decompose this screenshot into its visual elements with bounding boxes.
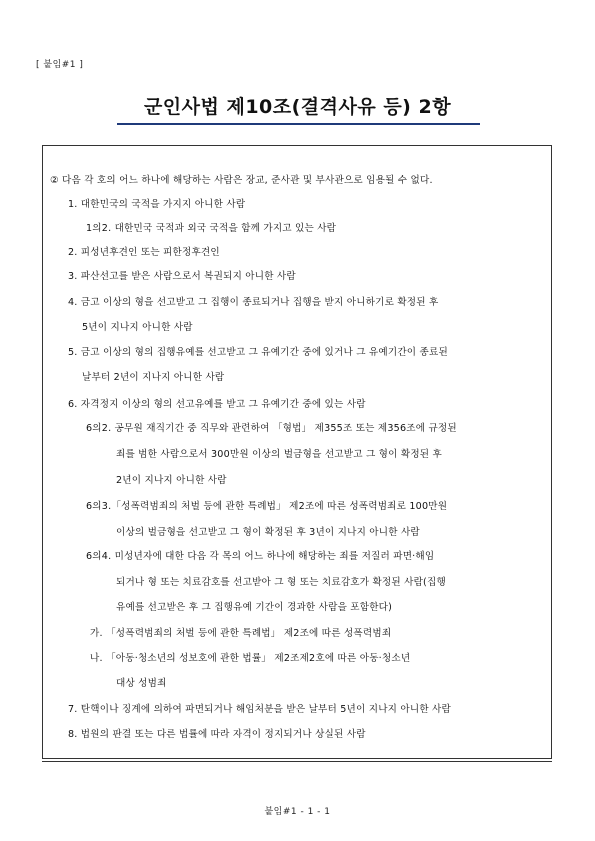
item-1: 1. 대한민국의 국적을 가지지 아니한 사람 <box>68 199 246 210</box>
item-6-4-cont-2: 유예를 선고받은 후 그 집행유예 기간이 경과한 사람을 포함한다) <box>116 602 393 613</box>
item-1-2: 1의2. 대한민국 국적과 외국 국적을 함께 가지고 있는 사람 <box>86 223 337 234</box>
sub-item-na-cont: 대상 성범죄 <box>116 678 167 689</box>
item-6-3: 6의3.「성폭력범죄의 처벌 등에 관한 특례법」 제2조에 따른 성폭력범죄로 100만원 <box>86 501 448 512</box>
item-6-2-cont-2: 2년이 지나지 아니한 사람 <box>116 475 227 486</box>
clause-intro: ② 다음 각 호의 어느 하나에 해당하는 사람은 장교, 준사관 및 부사관으로 임용될 수 없다. <box>50 175 433 186</box>
page-number: 붙임#1 - 1 - 1 <box>264 807 331 817</box>
item-6-2-cont-1: 죄를 범한 사람으로서 300만원 이상의 벌금형을 선고받고 그 형이 확정된 후 <box>116 449 442 460</box>
item-6-4-cont-1: 되거나 형 또는 치료감호를 선고받아 그 형 또는 치료감호가 확정된 사람(집행 <box>116 577 446 588</box>
item-6-2: 6의2. 공무원 재직기간 중 직무와 관련하여 「형법」 제355조 또는 제356조에 규정된 <box>86 423 457 434</box>
item-4: 4. 금고 이상의 형을 선고받고 그 집행이 종료되거나 집행을 받지 아니하기로 확정된 후 <box>68 297 439 308</box>
item-8: 8. 법원의 판결 또는 다른 법률에 따라 자격이 정지되거나 상실된 사람 <box>68 729 366 740</box>
item-5-cont: 날부터 2년이 지나지 아니한 사람 <box>82 372 225 383</box>
item-2: 2. 피성년후견인 또는 피한정후견인 <box>68 247 220 258</box>
item-6-3-cont: 이상의 벌금형을 선고받고 그 형이 확정된 후 3년이 지나지 아니한 사람 <box>116 527 420 538</box>
item-7: 7. 탄핵이나 징계에 의하여 파면되거나 해임처분을 받은 날부터 5년이 지나지 아니한 사람 <box>68 704 451 715</box>
sub-item-na: 나. 「아동·청소년의 성보호에 관한 법률」 제2조제2호에 따른 아동·청소년 <box>90 653 411 664</box>
item-4-cont: 5년이 지나지 아니한 사람 <box>82 322 193 333</box>
item-6: 6. 자격정지 이상의 형의 선고유예를 받고 그 유예기간 중에 있는 사람 <box>68 399 366 410</box>
item-6-4: 6의4. 미성년자에 대한 다음 각 목의 어느 하나에 해당하는 죄를 저질러 파면·해임 <box>86 551 435 562</box>
item-3: 3. 파산선고를 받은 사람으로서 복권되지 아니한 사람 <box>68 271 296 282</box>
attachment-tag: [ 붙임#1 ] <box>36 60 84 70</box>
title-underline <box>117 123 480 125</box>
item-5: 5. 금고 이상의 형의 집행유예를 선고받고 그 유예기간 중에 있거나 그 유예기간이 종료된 <box>68 347 448 358</box>
sub-item-ga: 가. 「성폭력범죄의 처벌 등에 관한 특례법」 제2조에 따른 성폭력범죄 <box>90 628 392 639</box>
document-title: 군인사법 제10조(결격사유 등) 2항 <box>143 96 452 118</box>
